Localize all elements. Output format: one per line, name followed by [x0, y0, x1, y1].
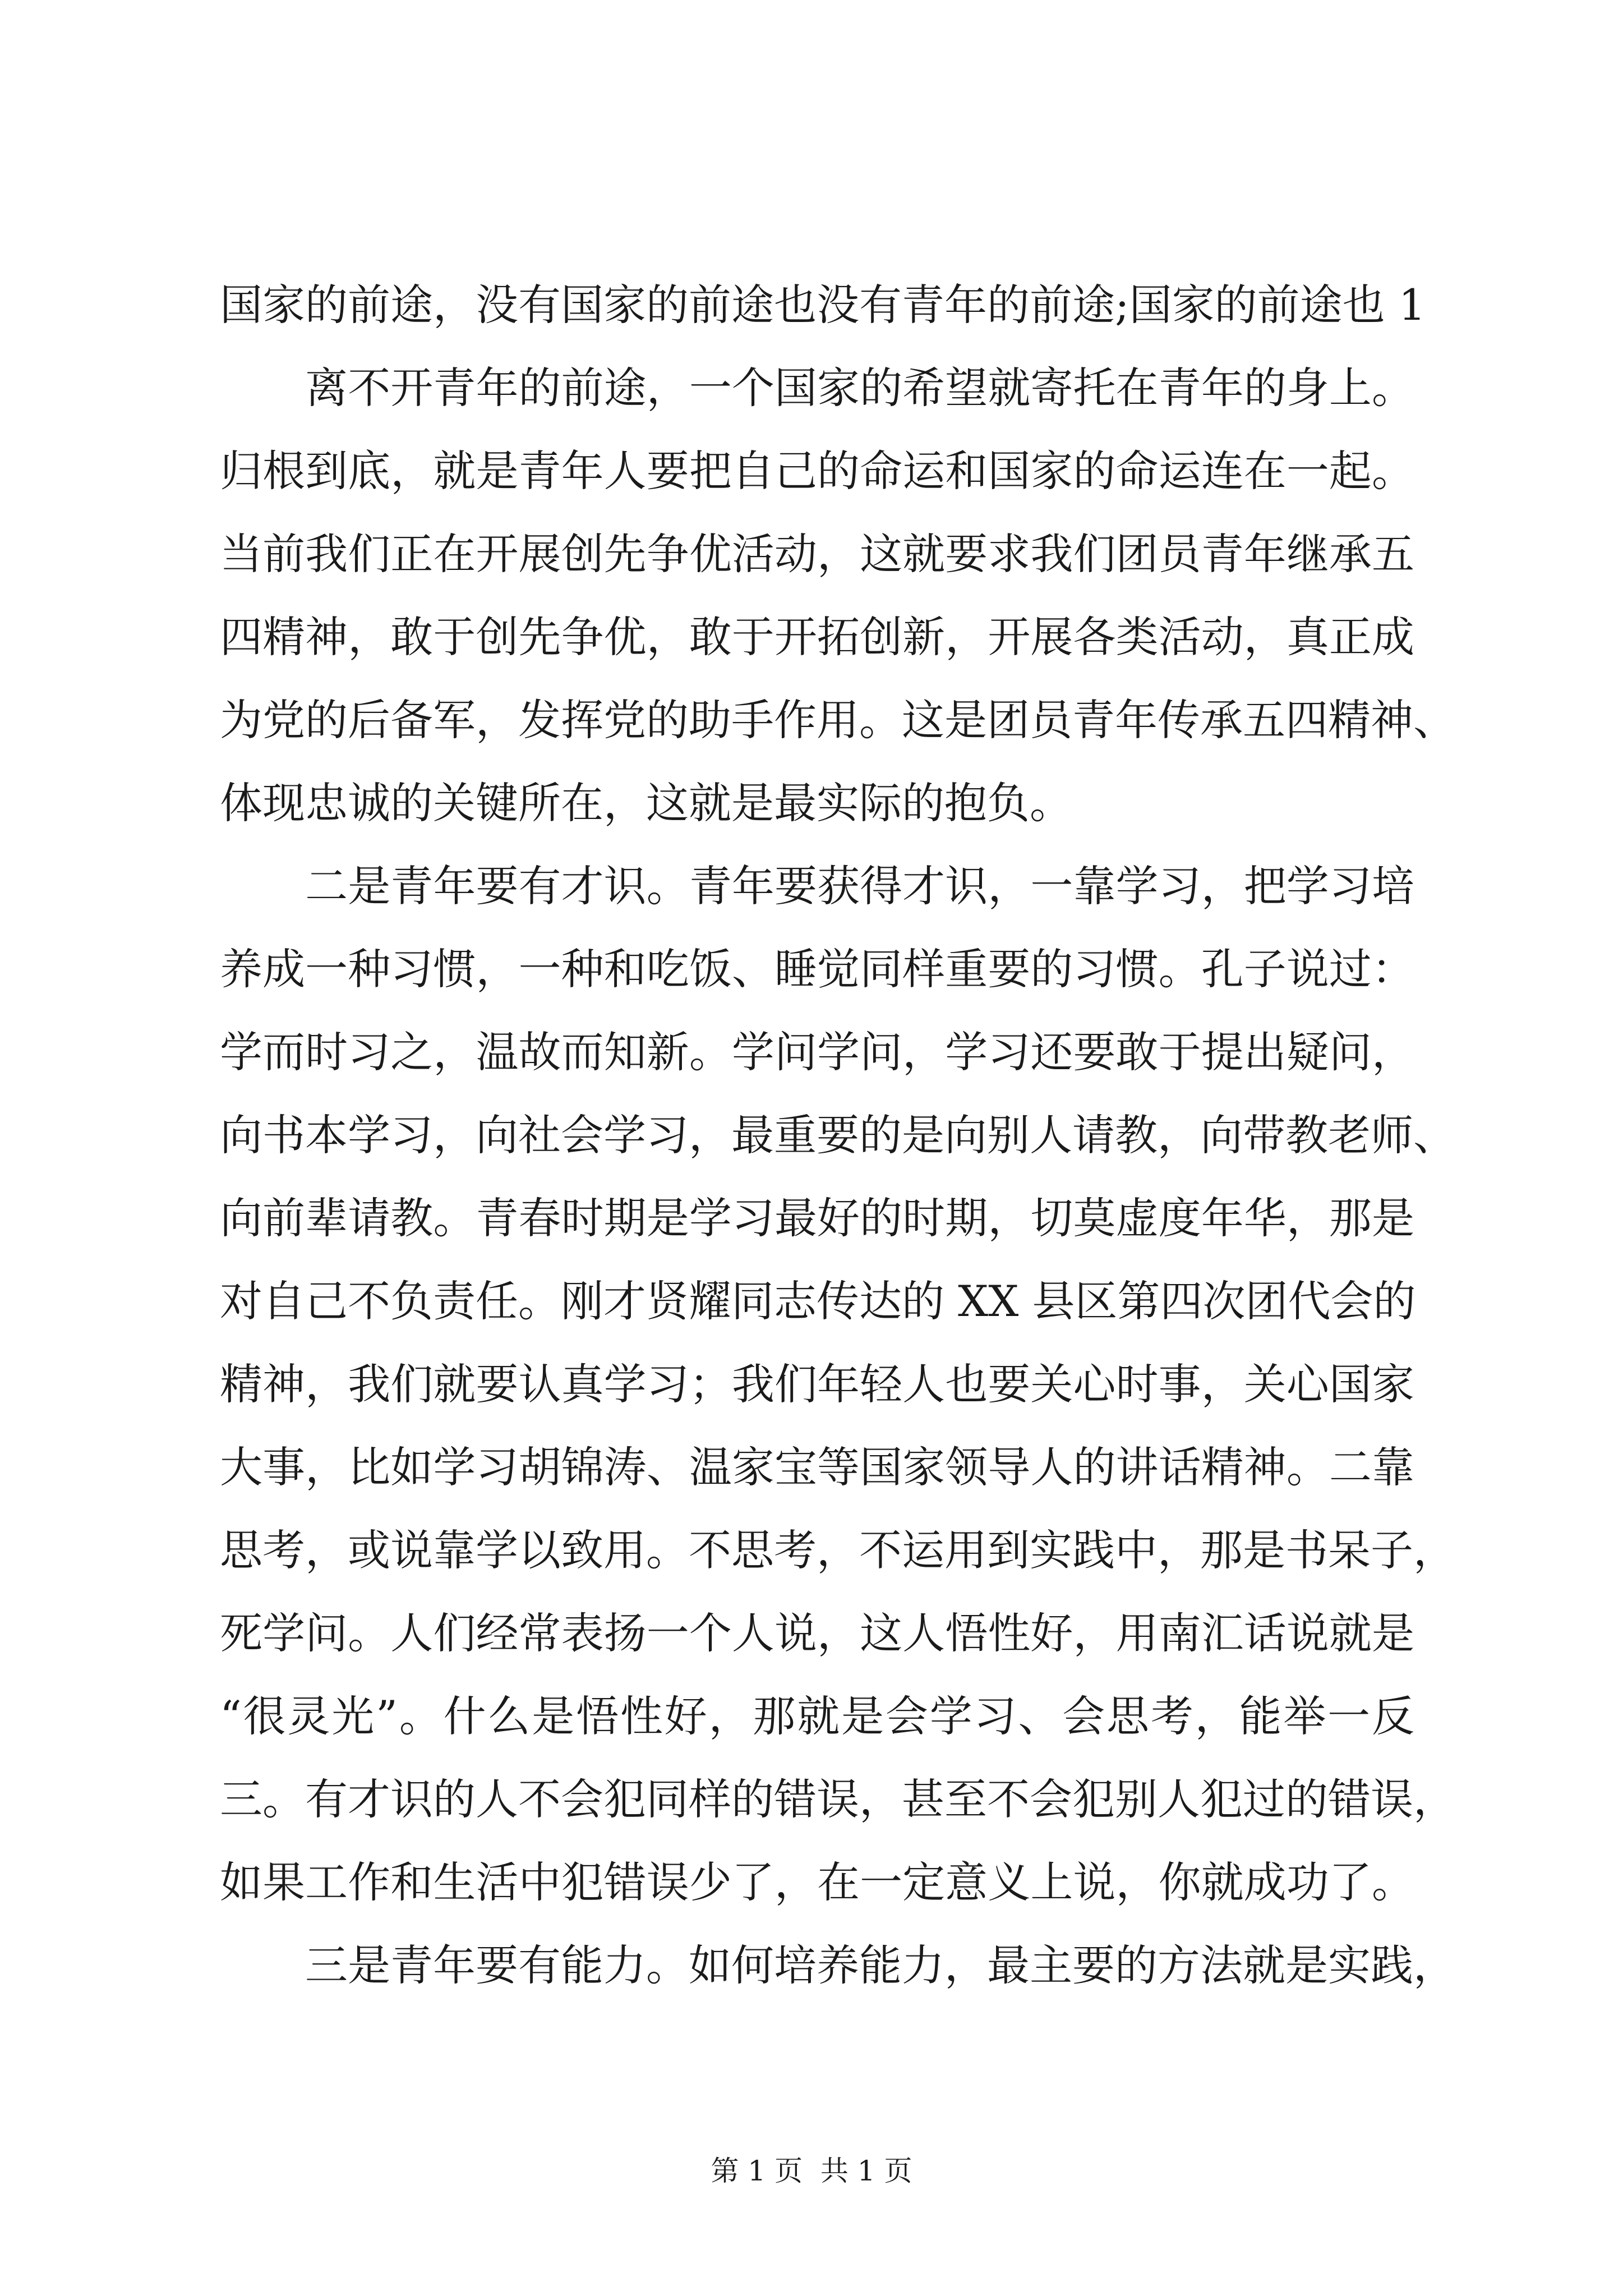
text-line: 离不开青年的前途，一个国家的希望就寄托在青年的身上。 [220, 363, 1414, 413]
page-number: 第 1 页 共 1 页 [711, 2155, 912, 2187]
text-line: 思考，或说靠学以致用。不思考，不运用到实践中，那是书呆子， [220, 1525, 1456, 1575]
text-line: 为党的后备军，发挥党的助手作用。这是团员青年传承五四精神、 [220, 695, 1456, 745]
text-line: 归根到底，就是青年人要把自己的命运和国家的命运连在一起。 [220, 446, 1414, 496]
text-line: 养成一种习惯，一种和吃饭、睡觉同样重要的习惯。孔子说过： [220, 944, 1414, 994]
text-line: 学而时习之，温故而知新。学问学问，学习还要敢于提出疑问， [220, 1027, 1414, 1077]
text-line: 四精神，敢于创先争优，敢于开拓创新，开展各类活动，真正成 [220, 612, 1414, 662]
text-line: 死学问。人们经常表扬一个人说，这人悟性好，用南汇话说就是 [220, 1608, 1414, 1658]
text-line: 当前我们正在开展创先争优活动，这就要求我们团员青年继承五 [220, 529, 1414, 579]
text-line: 体现忠诚的关键所在，这就是最实际的抱负。 [220, 778, 1072, 828]
text-line: 二是青年要有才识。青年要获得才识，一靠学习，把学习培 [220, 861, 1414, 911]
text-line: 如果工作和生活中犯错误少了，在一定意义上说，你就成功了。 [220, 1857, 1414, 1907]
body-text [220, 264, 1456, 2007]
text-line: 精神，我们就要认真学习；我们年轻人也要关心时事，关心国家 [220, 1359, 1414, 1409]
text-line: 向前辈请教。青春时期是学习最好的时期，切莫虚度年华，那是 [220, 1193, 1414, 1243]
text-line: 三是青年要有能力。如何培养能力，最主要的方法就是实践， [220, 1940, 1456, 1990]
text-line: 对自己不负责任。刚才贤耀同志传达的 XX 县区第四次团代会的 [220, 1276, 1416, 1326]
text-line: 三。有才识的人不会犯同样的错误，甚至不会犯别人犯过的错误， [220, 1774, 1456, 1824]
text-line: 国家的前途，没有国家的前途也没有青年的前途;国家的前途也 1 [220, 280, 1426, 330]
text-line: 向书本学习，向社会学习，最重要的是向别人请教，向带教老师、 [220, 1110, 1456, 1160]
text-line: “很灵光”。什么是悟性好，那就是会学习、会思考，能举一反 [220, 1691, 1414, 1741]
text-line: 大事，比如学习胡锦涛、温家宝等国家领导人的讲话精神。二靠 [220, 1442, 1414, 1492]
